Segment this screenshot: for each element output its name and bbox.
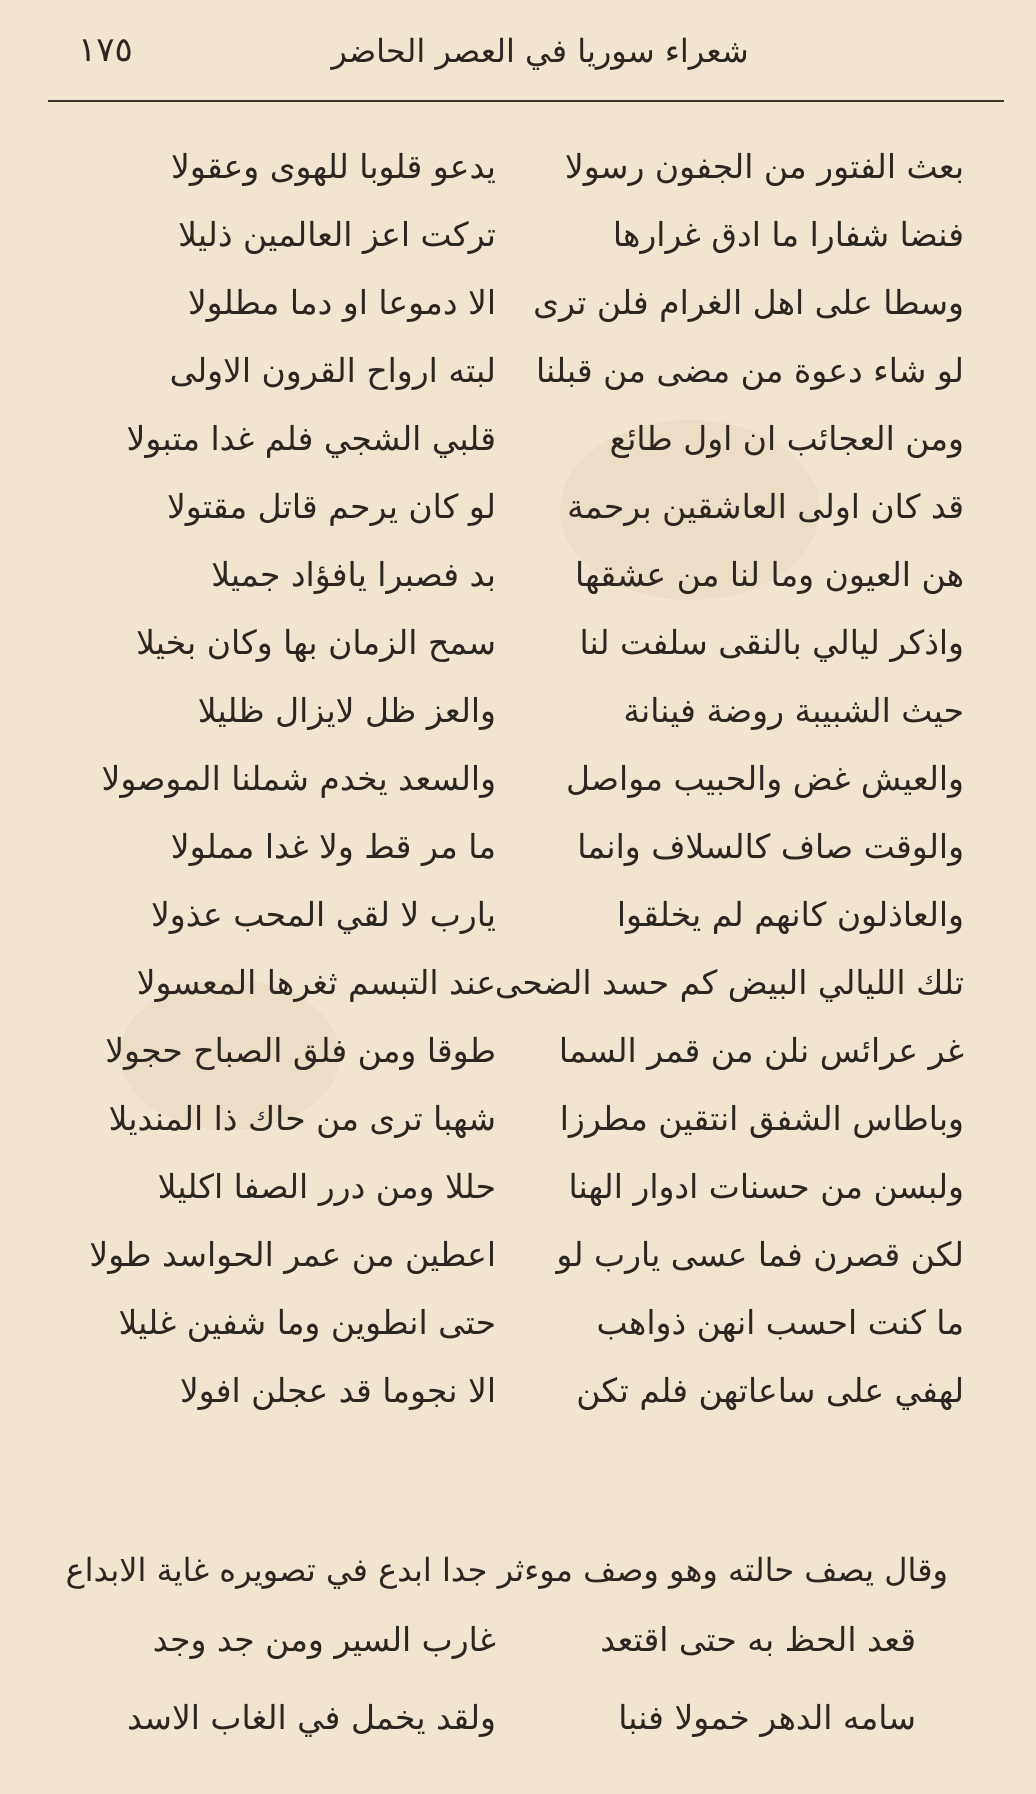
verse-first-hemistich: تلك الليالي البيض كم حسد الضحى	[494, 963, 964, 1002]
verse	[0, 1604, 1036, 1682]
verse	[0, 679, 1036, 747]
verse	[0, 883, 1036, 951]
verse-first-hemistich: قد كان اولى العاشقين برحمة	[567, 487, 964, 526]
verse-second-hemistich: لو كان يرحم قاتل مقتولا	[166, 487, 496, 526]
verse	[0, 1155, 1036, 1223]
verse-first-hemistich: والعاذلون كانهم لم يخلقوا	[616, 895, 964, 934]
verse	[0, 1682, 1036, 1760]
verse-second-hemistich: قلبي الشجي فلم غدا متبولا	[126, 419, 496, 458]
verse-first-hemistich: فنضا شفارا ما ادق غرارها	[612, 215, 964, 254]
verse-first-hemistich: قعد الحظ به حتى اقتعد	[600, 1620, 916, 1659]
verse-second-hemistich: عند التبسم ثغرها المعسولا	[136, 963, 496, 1002]
verse	[0, 1359, 1036, 1427]
verse	[0, 271, 1036, 339]
verse-first-hemistich: واذكر ليالي بالنقى سلفت لنا	[579, 623, 964, 662]
verse-first-hemistich: سامه الدهر خمولا فنبا	[618, 1698, 916, 1737]
second-poem	[0, 1604, 1036, 1760]
verse-second-hemistich: لبته ارواح القرون الاولى	[169, 351, 496, 390]
verse-first-hemistich: وباطاس الشفق انتقين مطرزا	[559, 1099, 964, 1138]
verse-first-hemistich: ومن العجائب ان اول طائع	[609, 419, 964, 458]
verse	[0, 543, 1036, 611]
header-rule	[48, 100, 1004, 102]
verse-second-hemistich: والعز ظل لايزال ظليلا	[197, 691, 496, 730]
verse-second-hemistich: الا نجوما قد عجلن افولا	[179, 1371, 496, 1410]
verse	[0, 339, 1036, 407]
verse-first-hemistich: حيث الشبيبة روضة فينانة	[623, 691, 964, 730]
verse	[0, 1087, 1036, 1155]
verse-second-hemistich: الا دموعا او دما مطلولا	[187, 283, 496, 322]
verse-second-hemistich: والسعد يخدم شملنا الموصولا	[101, 759, 496, 798]
verse-first-hemistich: والعيش غض والحبيب مواصل	[566, 759, 964, 798]
verse	[0, 475, 1036, 543]
verse-first-hemistich: لكن قصرن فما عسى يارب لو	[556, 1235, 964, 1274]
verse-first-hemistich: هن العيون وما لنا من عشقها	[575, 555, 964, 594]
verse-first-hemistich: بعث الفتور من الجفون رسولا	[564, 147, 964, 186]
verse	[0, 135, 1036, 203]
prose-introduction: وقال يصف حالته وهو وصف موءثر جدا ابدع في تصويره غاية الابداع	[65, 1551, 948, 1589]
running-title: شعراء سوريا في العصر الحاضر	[331, 32, 749, 70]
verse-second-hemistich: ولقد يخمل في الغاب الاسد	[126, 1698, 496, 1737]
verse	[0, 1019, 1036, 1087]
verse	[0, 951, 1036, 1019]
verse-first-hemistich: والوقت صاف كالسلاف وانما	[577, 827, 964, 866]
verse	[0, 611, 1036, 679]
verse-second-hemistich: تركت اعز العالمين ذليلا	[178, 215, 496, 254]
verse	[0, 1223, 1036, 1291]
poem	[0, 135, 1036, 1427]
verse-second-hemistich: بد فصبرا يافؤاد جميلا	[211, 555, 496, 594]
verse	[0, 815, 1036, 883]
verse-first-hemistich: ولبسن من حسنات ادوار الهنا	[568, 1167, 964, 1206]
page-number: ١٧٥	[78, 30, 133, 70]
verse-first-hemistich: غر عرائس نلن من قمر السما	[558, 1031, 964, 1070]
verse-first-hemistich: لهفي على ساعاتهن فلم تكن	[576, 1371, 964, 1410]
verse	[0, 203, 1036, 271]
verse	[0, 747, 1036, 815]
verse	[0, 1291, 1036, 1359]
verse	[0, 407, 1036, 475]
verse-second-hemistich: ما مر قط ولا غدا مملولا	[170, 827, 496, 866]
verse-second-hemistich: يدعو قلوبا للهوى وعقولا	[171, 147, 496, 186]
verse-second-hemistich: غارب السير ومن جد وجد	[152, 1620, 496, 1659]
verse-second-hemistich: يارب لا لقي المحب عذولا	[150, 895, 496, 934]
verse-second-hemistich: شهبا ترى من حاك ذا المنديلا	[108, 1099, 496, 1138]
verse-second-hemistich: اعطين من عمر الحواسد طولا	[89, 1235, 496, 1274]
verse-second-hemistich: حتى انطوين وما شفين غليلا	[118, 1303, 496, 1342]
verse-first-hemistich: ما كنت احسب انهن ذواهب	[596, 1303, 964, 1342]
verse-second-hemistich: حللا ومن درر الصفا اكليلا	[157, 1167, 496, 1206]
verse-first-hemistich: لو شاء دعوة من مضى من قبلنا	[535, 351, 964, 390]
verse-second-hemistich: طوقا ومن فلق الصباح حجولا	[105, 1031, 496, 1070]
verse-second-hemistich: سمح الزمان بها وكان بخيلا	[136, 623, 496, 662]
verse-first-hemistich: وسطا على اهل الغرام فلن ترى	[533, 283, 964, 322]
